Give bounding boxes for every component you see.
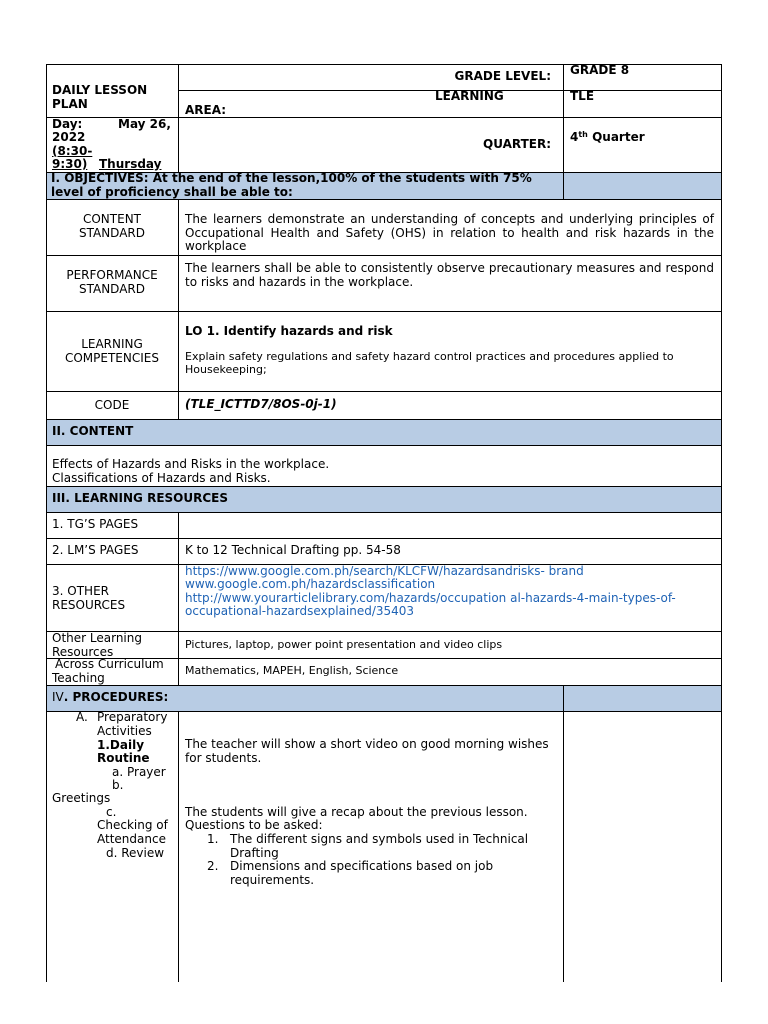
other-learning-value: Pictures, laptop, power point presentation and video clips [185, 638, 503, 651]
learning-competencies-lo: LO 1. Identify hazards and risk [185, 324, 393, 338]
border-left [46, 64, 47, 982]
video-activity-text: The teacher will show a short video on good morning wishes for students. [185, 737, 549, 765]
col-divider-procedures-right [563, 685, 564, 982]
lm-pages-label: 2. LM’S PAGES [52, 543, 139, 557]
learning-area-label-2: AREA: [185, 103, 227, 117]
col-divider-header [178, 64, 179, 172]
learning-area-label-1: LEARNING [435, 89, 504, 103]
content-standard-label: CONTENT STANDARD [78, 212, 146, 240]
preparatory-label-2: Activities [97, 724, 152, 738]
col-divider-header-right [563, 64, 564, 199]
rule [46, 419, 722, 420]
performance-standard-label: PERFORMANCE STANDARD [66, 268, 158, 296]
questions-list [207, 833, 547, 887]
resource-link-3[interactable]: http://www.yourarticlelibrary.com/hazards/occupation al-hazards-4-main-types-of- [185, 591, 676, 605]
resources-heading: III. LEARNING RESOURCES [52, 491, 228, 505]
lm-pages-value: K to 12 Technical Drafting pp. 54-58 [185, 543, 401, 557]
rule [46, 538, 722, 539]
daily-routine-1: 1.Daily [97, 738, 145, 752]
rule [46, 391, 722, 392]
border-right [721, 64, 722, 982]
tg-pages-label: 1. TG’S PAGES [52, 517, 139, 531]
rule [46, 685, 722, 686]
day-weekday: Thursday [99, 157, 162, 171]
attendance-marker: c. [106, 805, 117, 819]
code-label: CODE [94, 398, 130, 412]
attendance-item-2: Attendance [97, 832, 166, 846]
quarter-number: 4 [570, 130, 579, 144]
daily-routine-2: Routine [97, 751, 150, 765]
questions-label: Questions to be asked: [185, 818, 323, 832]
rule [46, 512, 722, 513]
rule [46, 486, 722, 487]
question-text: Dimensions and specifications based on job requirements. [230, 859, 494, 887]
review-item: d. Review [106, 846, 165, 860]
procedures-heading-prefix: IV [52, 690, 64, 704]
question-number: 1. [207, 832, 219, 846]
greetings-marker: b. [112, 778, 124, 792]
code-value: (TLE_ICTTD7/8OS-0j-1) [185, 397, 337, 411]
rule [46, 445, 722, 446]
day-time-1: (8:30- [52, 144, 93, 158]
across-curriculum-value: Mathematics, MAPEH, English, Science [185, 664, 399, 677]
grade-level-value: GRADE 8 [570, 63, 630, 77]
rule [46, 311, 722, 312]
resource-link-2[interactable]: www.google.com.ph/hazardsclassification [185, 577, 436, 591]
content-heading-shade [46, 419, 722, 445]
performance-standard-text: The learners shall be able to consistently observe precautionary measures and respond to risks and hazards in the workplace. [185, 261, 714, 289]
objectives-heading: I. OBJECTIVES: At the end of the lesson,100% of the students with 75% level of proficiency shall be able to: [51, 171, 532, 199]
day-label: Day: [52, 117, 83, 131]
recap-text: The students will give a recap about the previous lesson. [185, 805, 528, 819]
quarter-suffix: th [578, 130, 588, 139]
resource-link-4[interactable]: occupational-hazardsexplained/35403 [185, 604, 415, 618]
col-divider-procedures-left [178, 711, 179, 982]
question-text: The different signs and symbols used in Technical Drafting [230, 832, 529, 860]
day-date: May 26, [118, 117, 171, 131]
quarter-word: Quarter [592, 130, 645, 144]
list-item [207, 860, 547, 887]
question-number: 2. [207, 859, 219, 873]
day-year: 2022 [52, 130, 86, 144]
rule [46, 255, 722, 256]
learning-area-value: TLE [570, 89, 595, 103]
preparatory-marker: A. [76, 710, 88, 724]
rule [46, 199, 722, 200]
preparatory-label-1: Preparatory [97, 710, 168, 724]
content-line-1: Effects of Hazards and Risks in the workplace. [52, 457, 330, 471]
quarter-value [570, 131, 645, 145]
content-line-2: Classifications of Hazards and Risks. [52, 471, 271, 485]
prayer-item: a. Prayer [112, 765, 166, 779]
col-divider-objectives [178, 199, 179, 419]
attendance-item-1: Checking of [97, 818, 168, 832]
day-time-2: 9:30) [52, 157, 88, 171]
greetings-item: Greetings [52, 791, 111, 805]
grade-level-label: GRADE LEVEL: [454, 69, 551, 83]
procedures-heading-rest: . PROCEDURES: [63, 690, 169, 704]
learning-competencies-label: LEARNING COMPETENCIES [64, 337, 159, 365]
other-learning-label: Other Learning Resources [52, 631, 142, 659]
content-standard-text: The learners demonstrate an understanding of concepts and underlying principles of Occupational Health and Safety (OHS) in relation to health and risk hazards in the workplace [185, 212, 714, 253]
resource-link-1[interactable]: https://www.google.com.ph/search/KLCFW/hazardsandrisks- brand [185, 564, 584, 578]
procedures-heading [52, 691, 168, 705]
quarter-label: QUARTER: [483, 137, 551, 151]
other-resources-label: 3. OTHER RESOURCES [52, 584, 126, 612]
list-item [207, 833, 547, 860]
learning-competencies-text: Explain safety regulations and safety hazard control practices and procedures applied to Housekeeping; [185, 350, 674, 376]
content-heading: II. CONTENT [52, 424, 134, 438]
across-curriculum-label: Across Curriculum Teaching [52, 657, 164, 685]
document-title: DAILY LESSON PLAN [52, 83, 148, 111]
